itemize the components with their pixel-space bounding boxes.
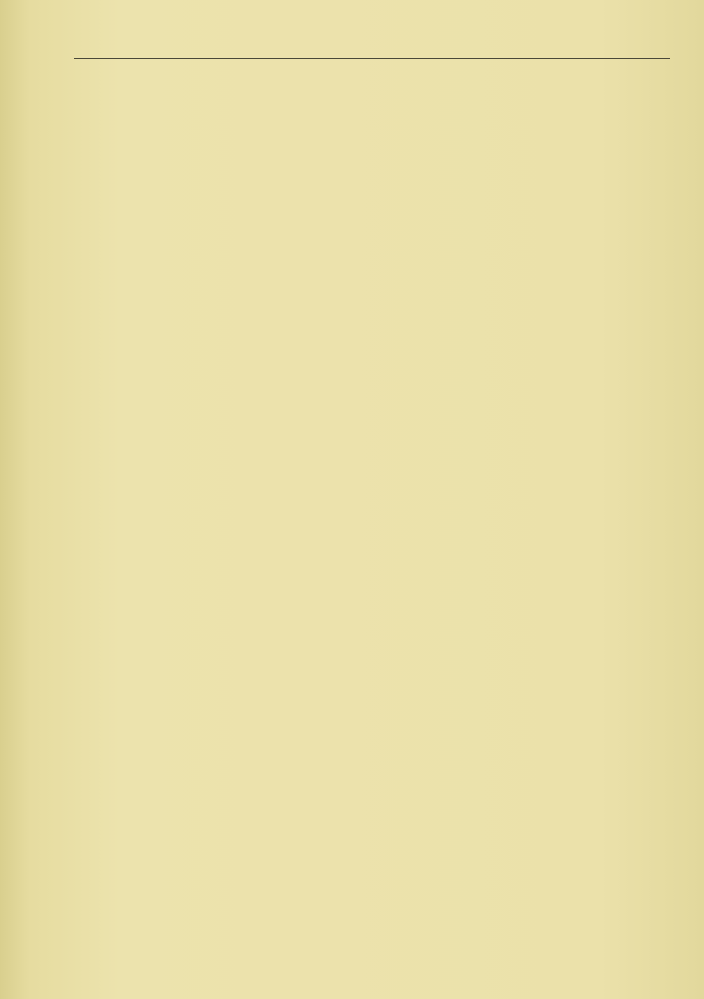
page-header [74,28,666,54]
header-rule [74,58,670,59]
